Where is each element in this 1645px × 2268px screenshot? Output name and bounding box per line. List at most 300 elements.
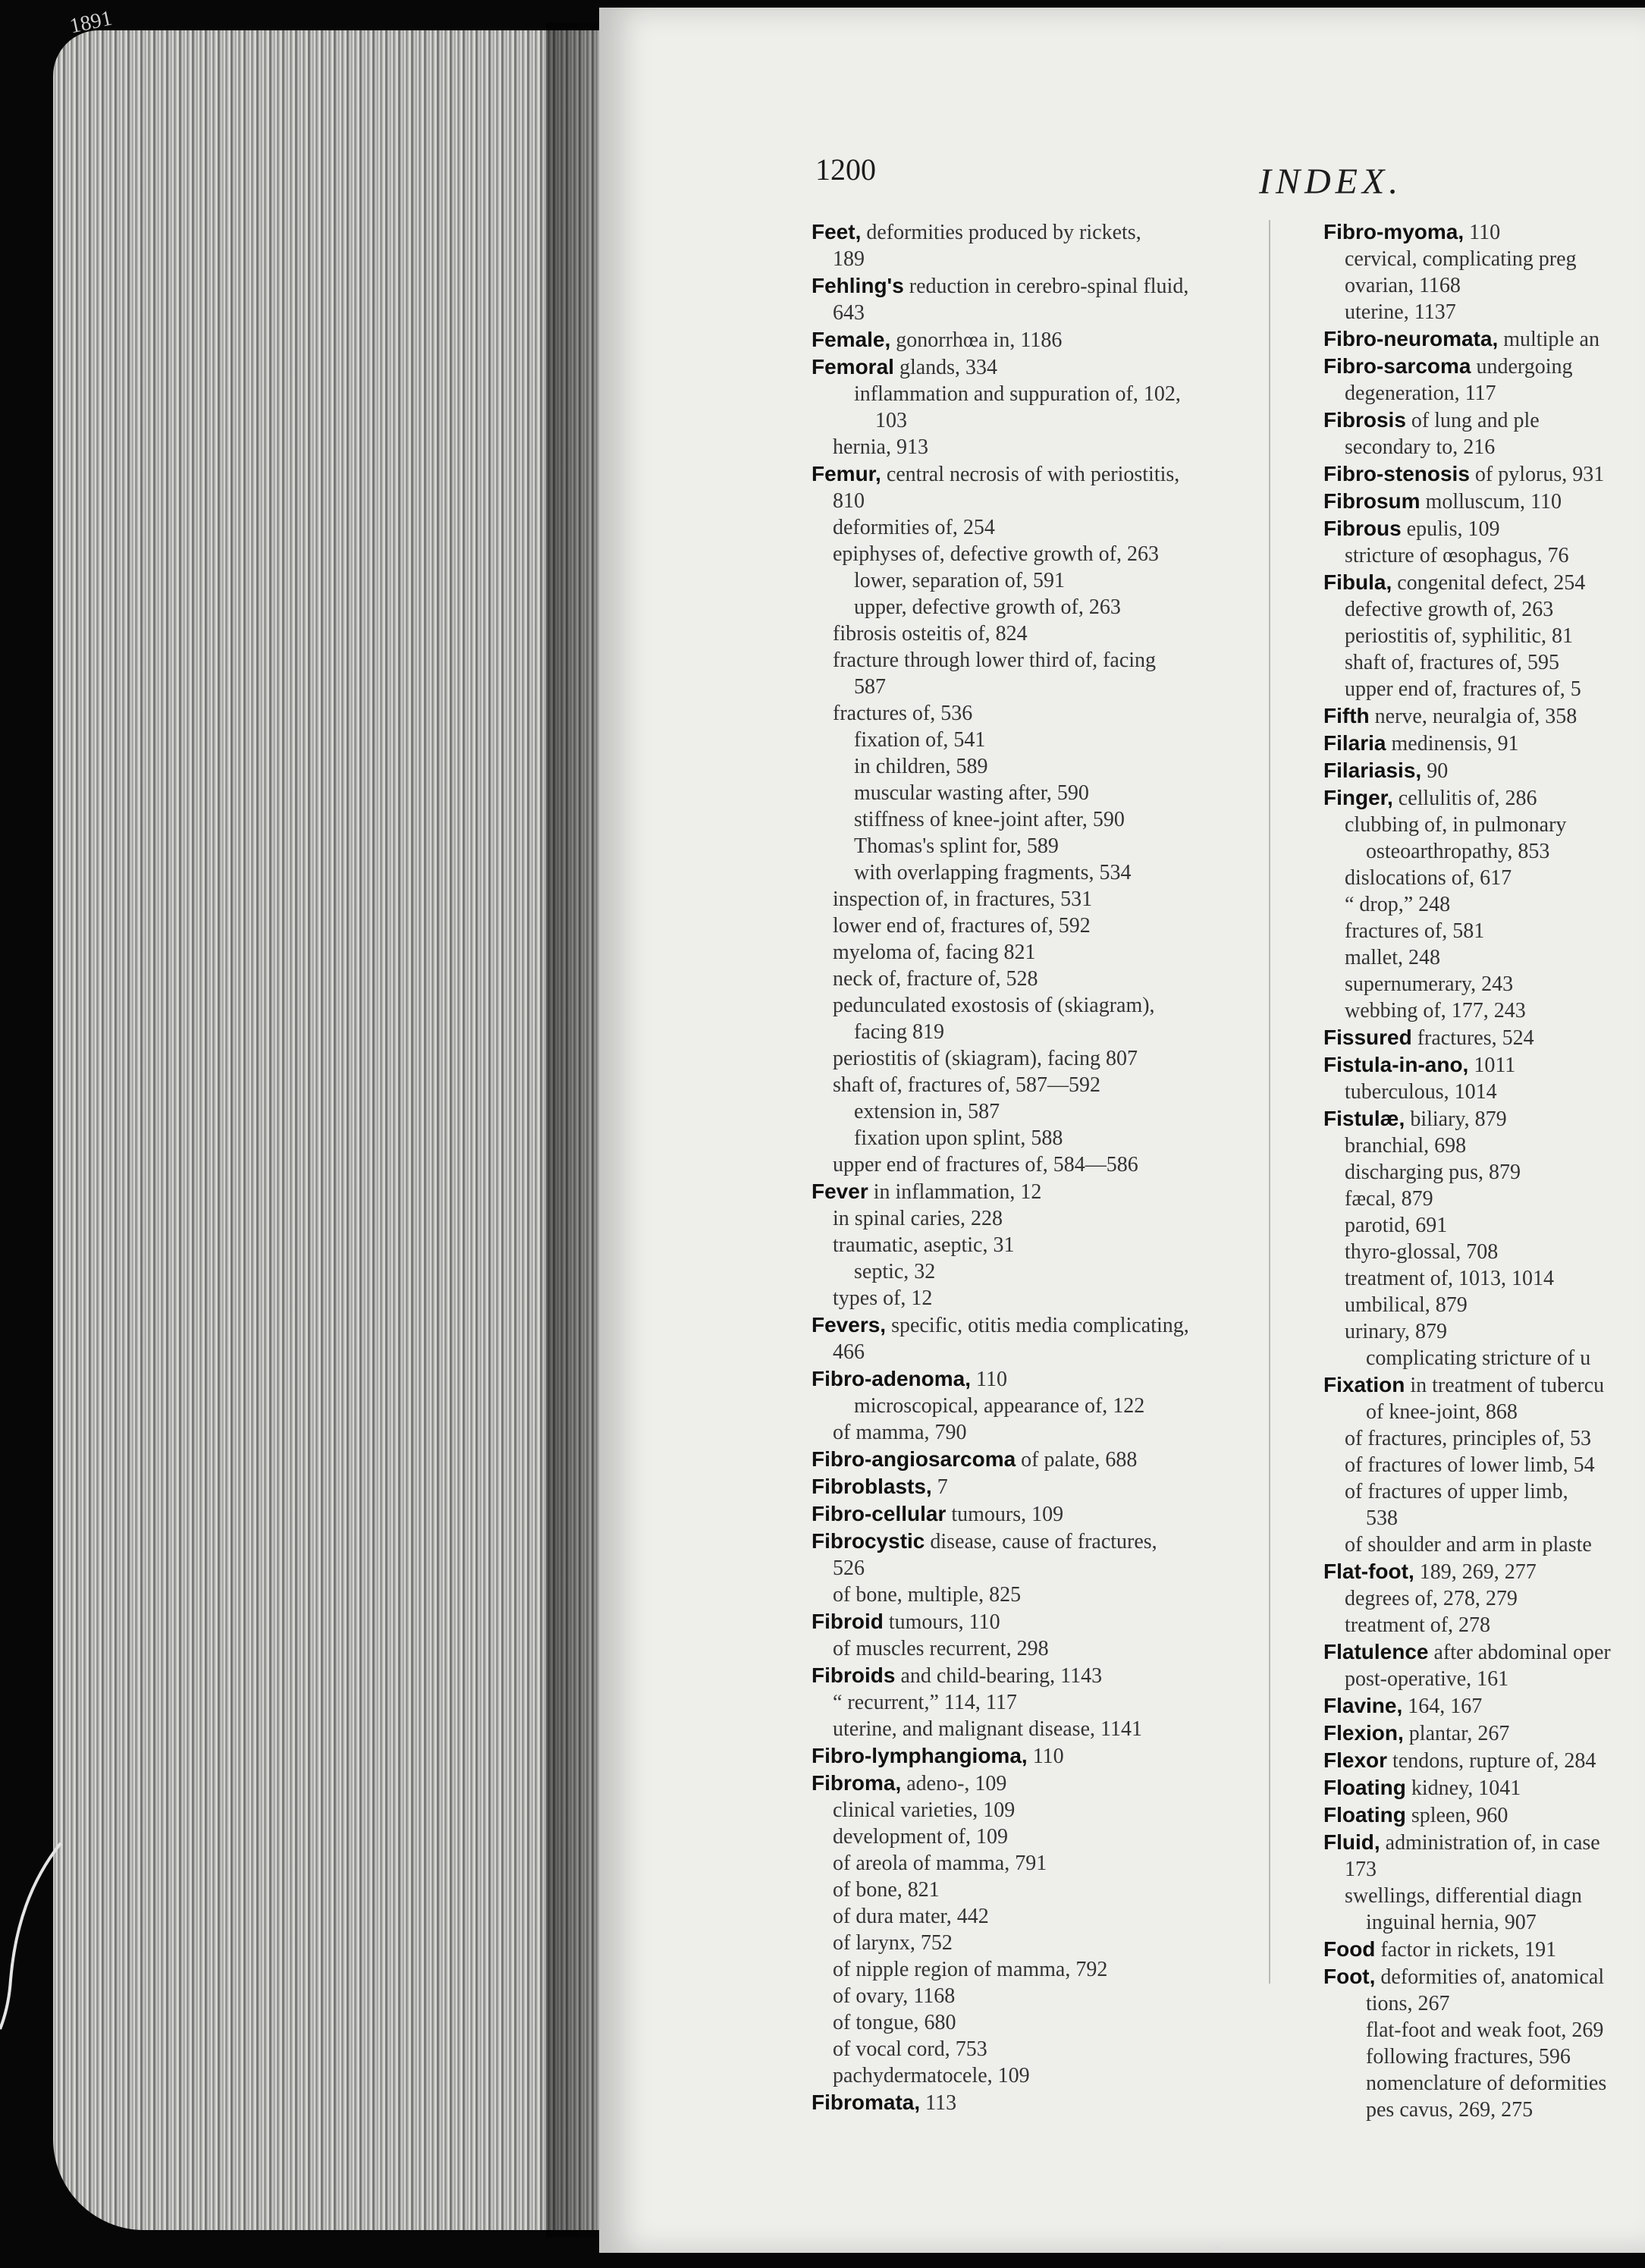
index-text: of palate, 688 (1016, 1448, 1138, 1472)
index-subentry (1323, 838, 1645, 865)
index-heading: Fibro-neuromata, (1323, 327, 1499, 350)
index-heading: Fever (812, 1180, 868, 1203)
index-subentry (812, 780, 1297, 806)
index-entry (1323, 218, 1645, 246)
index-text: nerve, neuralgia of, 358 (1369, 705, 1578, 728)
index-subentry (1323, 2017, 1645, 2043)
index-subentry (812, 1232, 1297, 1258)
index-heading: Flexor (1323, 1748, 1388, 1772)
index-text: secondary to, 216 (1345, 435, 1496, 459)
index-text: of dura mater, 442 (833, 1905, 989, 1928)
index-entry (812, 1742, 1297, 1770)
index-subentry (812, 2036, 1297, 2062)
index-entry (1323, 1802, 1645, 1829)
index-subentry (812, 859, 1297, 886)
index-subentry (812, 1098, 1297, 1125)
index-text: specific, otitis media complicating, (886, 1314, 1189, 1337)
index-text: stricture of œsophagus, 76 (1345, 544, 1569, 567)
index-heading: Fibro-lymphangioma, (812, 1744, 1028, 1767)
index-subentry (812, 992, 1297, 1019)
index-subentry (1323, 1399, 1645, 1425)
index-subentry (812, 1205, 1297, 1232)
index-heading: Fibro-stenosis (1323, 462, 1470, 485)
index-entry (1323, 1829, 1645, 1856)
index-subentry (812, 1151, 1297, 1178)
index-text: biliary, 879 (1405, 1107, 1507, 1131)
index-text: lower, separation of, 591 (854, 569, 1066, 592)
index-subentry (812, 1555, 1297, 1582)
index-text: upper, defective growth of, 263 (854, 595, 1121, 619)
index-text: fixation upon splint, 588 (854, 1126, 1063, 1150)
index-text: 110 (1027, 1745, 1064, 1768)
index-subentry (1323, 2097, 1645, 2123)
index-text: in inflammation, 12 (868, 1180, 1042, 1204)
index-text: cervical, complicating preg (1345, 247, 1577, 271)
index-subentry (1323, 997, 1645, 1024)
index-heading: Filaria (1323, 731, 1386, 755)
index-heading: Food (1323, 1937, 1376, 1961)
index-subentry (812, 1339, 1297, 1365)
index-heading: Foot, (1323, 1965, 1376, 1988)
index-text: medinensis, 91 (1386, 732, 1519, 755)
index-subentry (812, 1125, 1297, 1151)
index-text: in treatment of tubercu (1405, 1374, 1605, 1397)
index-text: tuberculous, 1014 (1345, 1080, 1497, 1104)
index-subentry (1323, 1990, 1645, 2017)
index-subentry (812, 727, 1297, 753)
index-text: 810 (833, 489, 865, 513)
index-text: 110 (971, 1368, 1007, 1391)
index-entry (1323, 702, 1645, 730)
index-text: deformities of, 254 (833, 516, 995, 539)
index-subentry (1323, 623, 1645, 649)
index-text: tendons, rupture of, 284 (1387, 1749, 1596, 1773)
index-text: 113 (920, 2091, 957, 2115)
index-text: of mamma, 790 (833, 1421, 967, 1444)
index-entry (1323, 325, 1645, 353)
index-text: 587 (854, 675, 886, 699)
index-entry (1323, 407, 1645, 434)
index-text: and child-bearing, 1143 (895, 1664, 1103, 1688)
index-subentry (1323, 971, 1645, 997)
index-subentry (1323, 1345, 1645, 1371)
index-text: fracture through lower third of, facing (833, 649, 1157, 672)
index-subentry (1323, 1585, 1645, 1612)
index-text: degrees of, 278, 279 (1345, 1587, 1518, 1610)
index-text: adeno-, 109 (901, 1772, 1007, 1795)
index-text: neck of, fracture of, 528 (833, 967, 1038, 991)
index-entry (812, 2089, 1297, 2116)
index-heading: Fibrous (1323, 517, 1402, 540)
index-text: webbing of, 177, 243 (1345, 999, 1526, 1022)
index-entry (812, 272, 1297, 300)
index-text: epulis, 109 (1401, 517, 1500, 541)
index-text: 643 (833, 301, 865, 325)
index-subentry (1323, 1318, 1645, 1345)
index-heading: Fissured (1323, 1026, 1412, 1049)
index-text: undergoing (1471, 355, 1573, 379)
index-text: fractures, 524 (1411, 1026, 1534, 1050)
index-heading: Fibro-adenoma, (812, 1367, 972, 1390)
index-heading: Femur, (812, 462, 881, 485)
index-subentry (812, 434, 1297, 460)
index-subentry (812, 541, 1297, 567)
index-entry (1323, 1105, 1645, 1132)
index-text: disease, cause of fractures, (925, 1530, 1157, 1553)
index-text: of fractures, principles of, 53 (1345, 1427, 1591, 1450)
index-heading: Femoral (812, 355, 894, 379)
index-subentry (1323, 1425, 1645, 1452)
index-subentry (1323, 1883, 1645, 1909)
index-subentry (1323, 891, 1645, 918)
index-entry (1323, 1774, 1645, 1802)
index-text: of areola of mamma, 791 (833, 1852, 1047, 1875)
index-entry (1323, 460, 1645, 488)
index-heading: Fibro-myoma, (1323, 220, 1464, 243)
index-text: thyro-glossal, 708 (1345, 1240, 1499, 1264)
index-subentry (812, 1689, 1297, 1716)
index-entry (1323, 1024, 1645, 1051)
index-subentry (1323, 1909, 1645, 1936)
index-text: upper end of fractures of, 584—586 (833, 1153, 1138, 1176)
index-text: of bone, 821 (833, 1878, 940, 1902)
index-text: of shoulder and arm in plaste (1345, 1533, 1592, 1557)
index-text: of pylorus, 931 (1469, 463, 1605, 486)
index-text: fixation of, 541 (854, 728, 986, 752)
index-text: myeloma of, facing 821 (833, 941, 1036, 964)
index-entry (1323, 1051, 1645, 1079)
index-heading: Fibromata, (812, 2091, 921, 2114)
index-entry (1323, 488, 1645, 515)
index-text: spleen, 960 (1405, 1804, 1508, 1827)
index-subentry (812, 1072, 1297, 1098)
index-subentry (812, 407, 1297, 434)
index-subentry (1323, 1292, 1645, 1318)
index-text: defective growth of, 263 (1345, 598, 1554, 621)
index-text: 189, 269, 277 (1414, 1560, 1537, 1584)
index-text: “ recurrent,” 114, 117 (833, 1691, 1017, 1714)
index-entry (1323, 1747, 1645, 1774)
index-text: facing 819 (854, 1020, 944, 1044)
index-entry (812, 1528, 1297, 1555)
index-entry (812, 1178, 1297, 1205)
index-subentry (812, 1824, 1297, 1850)
index-entry (1323, 784, 1645, 812)
index-text: degeneration, 117 (1345, 382, 1496, 405)
index-text: urinary, 879 (1345, 1320, 1448, 1343)
index-heading: Fibrosum (1323, 489, 1421, 513)
index-entry (1323, 353, 1645, 380)
index-subentry (1323, 944, 1645, 971)
index-text: pachydermatocele, 109 (833, 2064, 1030, 2087)
index-subentry (1323, 1239, 1645, 1265)
index-text: development of, 109 (833, 1825, 1008, 1849)
index-entry (812, 1365, 1297, 1393)
index-text: in children, 589 (854, 755, 988, 778)
index-heading: Floating (1323, 1803, 1406, 1827)
index-column-right (1323, 218, 1645, 2123)
index-subentry (812, 966, 1297, 992)
index-entry (1323, 1371, 1645, 1399)
index-text: 110 (1464, 221, 1501, 244)
index-entry (812, 1608, 1297, 1635)
index-text: uterine, and malignant disease, 1141 (833, 1717, 1142, 1741)
index-subentry (1323, 299, 1645, 325)
index-heading: Floating (1323, 1776, 1406, 1799)
index-entry (812, 460, 1297, 488)
index-text: of knee-joint, 868 (1366, 1400, 1518, 1424)
index-text: osteoarthropathy, 853 (1366, 840, 1550, 863)
index-text: umbilical, 879 (1345, 1293, 1468, 1317)
index-subentry (812, 1635, 1297, 1662)
index-heading: Fevers, (812, 1313, 887, 1337)
index-text: clinical varieties, 109 (833, 1798, 1016, 1822)
index-text: branchial, 698 (1345, 1134, 1467, 1158)
index-heading: Fibroblasts, (812, 1475, 932, 1498)
index-text: shaft of, fractures of, 595 (1345, 651, 1560, 674)
index-subentry (1323, 649, 1645, 676)
index-text: pes cavus, 269, 275 (1366, 2098, 1534, 2122)
index-subentry (812, 1393, 1297, 1419)
index-subentry (812, 913, 1297, 939)
index-subentry (812, 1956, 1297, 1983)
corner-tab-mark: 1891 (67, 6, 115, 39)
index-text: mallet, 248 (1345, 946, 1440, 969)
index-text: fæcal, 879 (1345, 1187, 1433, 1211)
index-text: glands, 334 (893, 356, 998, 379)
index-text: inspection of, in fractures, 531 (833, 887, 1093, 911)
index-text: inflammation and suppuration of, 102, (854, 382, 1181, 406)
index-subentry (1323, 1159, 1645, 1186)
index-heading: Feet, (812, 220, 862, 243)
page-number: 1200 (815, 152, 876, 187)
index-text: periostitis of, syphilitic, 81 (1345, 624, 1573, 648)
index-entry (1323, 515, 1645, 542)
index-heading: Fibro-angiosarcoma (812, 1447, 1016, 1471)
index-subentry (1323, 380, 1645, 407)
index-subentry (812, 700, 1297, 727)
index-text: central necrosis of with periostitis, (881, 463, 1180, 486)
index-text: congenital defect, 254 (1392, 571, 1586, 595)
index-text: 538 (1366, 1506, 1398, 1530)
index-entry (1323, 1638, 1645, 1666)
index-text: molluscum, 110 (1420, 490, 1562, 514)
index-heading: Fehling's (812, 274, 904, 297)
index-text: of muscles recurrent, 298 (833, 1637, 1049, 1660)
index-entry (812, 1446, 1297, 1473)
index-text: epiphyses of, defective growth of, 263 (833, 542, 1159, 566)
index-text: septic, 32 (854, 1260, 936, 1283)
index-text: tions, 267 (1366, 1992, 1450, 2015)
index-subentry (812, 833, 1297, 859)
index-subentry (812, 488, 1297, 514)
index-subentry (1323, 918, 1645, 944)
index-text: clubbing of, in pulmonary (1345, 813, 1567, 837)
index-text: cellulitis of, 286 (1392, 787, 1537, 810)
index-heading: Fibroid (812, 1610, 884, 1633)
index-text: of lung and ple (1405, 409, 1540, 432)
index-heading: Filariasis, (1323, 759, 1422, 782)
index-subentry (812, 300, 1297, 326)
index-heading: Fibula, (1323, 570, 1392, 594)
index-text: nomenclature of deformities (1366, 2072, 1607, 2095)
index-text: deformities of, anatomical (1375, 1965, 1605, 1989)
index-text: 173 (1345, 1858, 1377, 1881)
index-entry (812, 353, 1297, 381)
index-subentry (812, 2009, 1297, 2036)
index-text: pedunculated exostosis of (skiagram), (833, 994, 1155, 1017)
index-text: with overlapping fragments, 534 (854, 861, 1132, 884)
index-subentry (812, 381, 1297, 407)
index-text: shaft of, fractures of, 587—592 (833, 1073, 1101, 1097)
index-entry (1323, 1720, 1645, 1747)
index-subentry (812, 246, 1297, 272)
index-subentry (1323, 542, 1645, 569)
index-text: of nipple region of mamma, 792 (833, 1958, 1108, 1981)
index-entry (812, 326, 1297, 353)
index-text: dislocations of, 617 (1345, 866, 1512, 890)
index-text: uterine, 1137 (1345, 300, 1456, 324)
index-text: reduction in cerebro-spinal fluid, (903, 275, 1189, 298)
index-subentry (812, 1797, 1297, 1824)
index-text: of fractures of lower limb, 54 (1345, 1453, 1595, 1477)
index-subentry (812, 2062, 1297, 2089)
index-text: upper end of, fractures of, 5 (1345, 677, 1581, 701)
index-text: gonorrhœa in, 1186 (890, 328, 1063, 352)
index-text: of fractures of upper limb, (1345, 1480, 1568, 1503)
index-entry (1323, 757, 1645, 784)
index-subentry (812, 674, 1297, 700)
index-text: tumours, 110 (883, 1610, 1000, 1634)
index-text: treatment of, 278 (1345, 1613, 1491, 1637)
index-heading: Flavine, (1323, 1694, 1403, 1717)
index-text: tumours, 109 (946, 1503, 1064, 1526)
index-entry (812, 1500, 1297, 1528)
index-heading: Fifth (1323, 704, 1370, 727)
index-column-left (812, 218, 1297, 2116)
index-heading: Fibro-sarcoma (1323, 354, 1471, 378)
index-subentry (812, 1877, 1297, 1903)
index-subentry (1323, 1856, 1645, 1883)
index-text: 90 (1421, 759, 1449, 783)
index-subentry (1323, 1186, 1645, 1212)
index-subentry (812, 1983, 1297, 2009)
index-text: 164, 167 (1402, 1695, 1483, 1718)
index-heading: Flatulence (1323, 1640, 1429, 1663)
index-subentry (1323, 272, 1645, 299)
index-subentry (812, 1903, 1297, 1930)
index-subentry (1323, 1452, 1645, 1478)
index-text: fibrosis osteitis of, 824 (833, 622, 1028, 646)
dust-speck (1213, 2247, 1221, 2253)
index-subentry (1323, 1666, 1645, 1692)
index-subentry (812, 1582, 1297, 1608)
index-subentry (1323, 2070, 1645, 2097)
index-text: lower end of, fractures of, 592 (833, 914, 1091, 938)
index-subentry (812, 594, 1297, 620)
index-text: 1011 (1468, 1054, 1516, 1077)
index-text: in spinal caries, 228 (833, 1207, 1003, 1230)
index-subentry (1323, 1478, 1645, 1505)
index-heading: Fibrocystic (812, 1529, 925, 1553)
index-subentry (812, 567, 1297, 594)
index-subentry (812, 514, 1297, 541)
index-text: after abdominal oper (1428, 1641, 1611, 1664)
index-text: periostitis of (skiagram), facing 807 (833, 1047, 1138, 1070)
index-text: 526 (833, 1557, 865, 1580)
index-subentry (812, 1019, 1297, 1045)
book-page-edges (53, 30, 607, 2230)
index-entry (812, 1311, 1297, 1339)
index-entry (812, 218, 1297, 246)
index-text: supernumerary, 243 (1345, 972, 1514, 996)
index-subentry (1323, 1531, 1645, 1558)
index-text: microscopical, appearance of, 122 (854, 1394, 1145, 1418)
index-subentry (812, 647, 1297, 674)
index-text: muscular wasting after, 590 (854, 781, 1089, 805)
index-text: kidney, 1041 (1405, 1776, 1521, 1800)
index-subentry (812, 1850, 1297, 1877)
index-subentry (1323, 676, 1645, 702)
index-text: extension in, 587 (854, 1100, 1000, 1123)
index-heading: Fistula-in-ano, (1323, 1053, 1469, 1076)
index-text: swellings, differential diagn (1345, 1884, 1582, 1908)
index-text: types of, 12 (833, 1286, 933, 1310)
index-text: discharging pus, 879 (1345, 1161, 1521, 1184)
index-entry (1323, 730, 1645, 757)
index-entry (1323, 569, 1645, 596)
index-text: of tongue, 680 (833, 2011, 956, 2034)
index-text: 7 (931, 1475, 948, 1499)
index-subentry (1323, 1265, 1645, 1292)
index-subentry (812, 1419, 1297, 1446)
index-text: of bone, multiple, 825 (833, 1583, 1022, 1607)
index-heading: Flat-foot, (1323, 1560, 1414, 1583)
index-subentry (812, 886, 1297, 913)
index-subentry (812, 1258, 1297, 1285)
index-heading: Fluid, (1323, 1830, 1380, 1854)
index-text: Thomas's splint for, 589 (854, 834, 1059, 858)
index-subentry (1323, 596, 1645, 623)
index-heading: Fixation (1323, 1373, 1405, 1396)
index-entry (1323, 1963, 1645, 1990)
index-heading: Finger, (1323, 786, 1393, 809)
index-subentry (812, 620, 1297, 647)
running-head: INDEX. (1259, 162, 1403, 202)
index-text: 103 (875, 409, 907, 432)
index-subentry (1323, 2043, 1645, 2070)
index-subentry (812, 939, 1297, 966)
index-text: traumatic, aseptic, 31 (833, 1233, 1015, 1257)
index-subentry (1323, 812, 1645, 838)
index-text: complicating stricture of u (1366, 1346, 1591, 1370)
index-text: ovarian, 1168 (1345, 274, 1461, 297)
index-subentry (812, 1930, 1297, 1956)
index-subentry (812, 806, 1297, 833)
margin-pencil-mark (0, 1836, 68, 2033)
index-text: parotid, 691 (1345, 1214, 1448, 1237)
index-subentry (1323, 1612, 1645, 1638)
index-entry (812, 1662, 1297, 1689)
index-heading: Fistulæ, (1323, 1107, 1405, 1130)
index-text: hernia, 913 (833, 435, 928, 459)
index-heading: Fibroma, (812, 1771, 902, 1795)
index-text: 189 (833, 247, 865, 271)
index-text: post-operative, 161 (1345, 1667, 1509, 1691)
index-text: fractures of, 536 (833, 702, 973, 725)
index-text: “ drop,” 248 (1345, 893, 1451, 916)
index-text: treatment of, 1013, 1014 (1345, 1267, 1555, 1290)
